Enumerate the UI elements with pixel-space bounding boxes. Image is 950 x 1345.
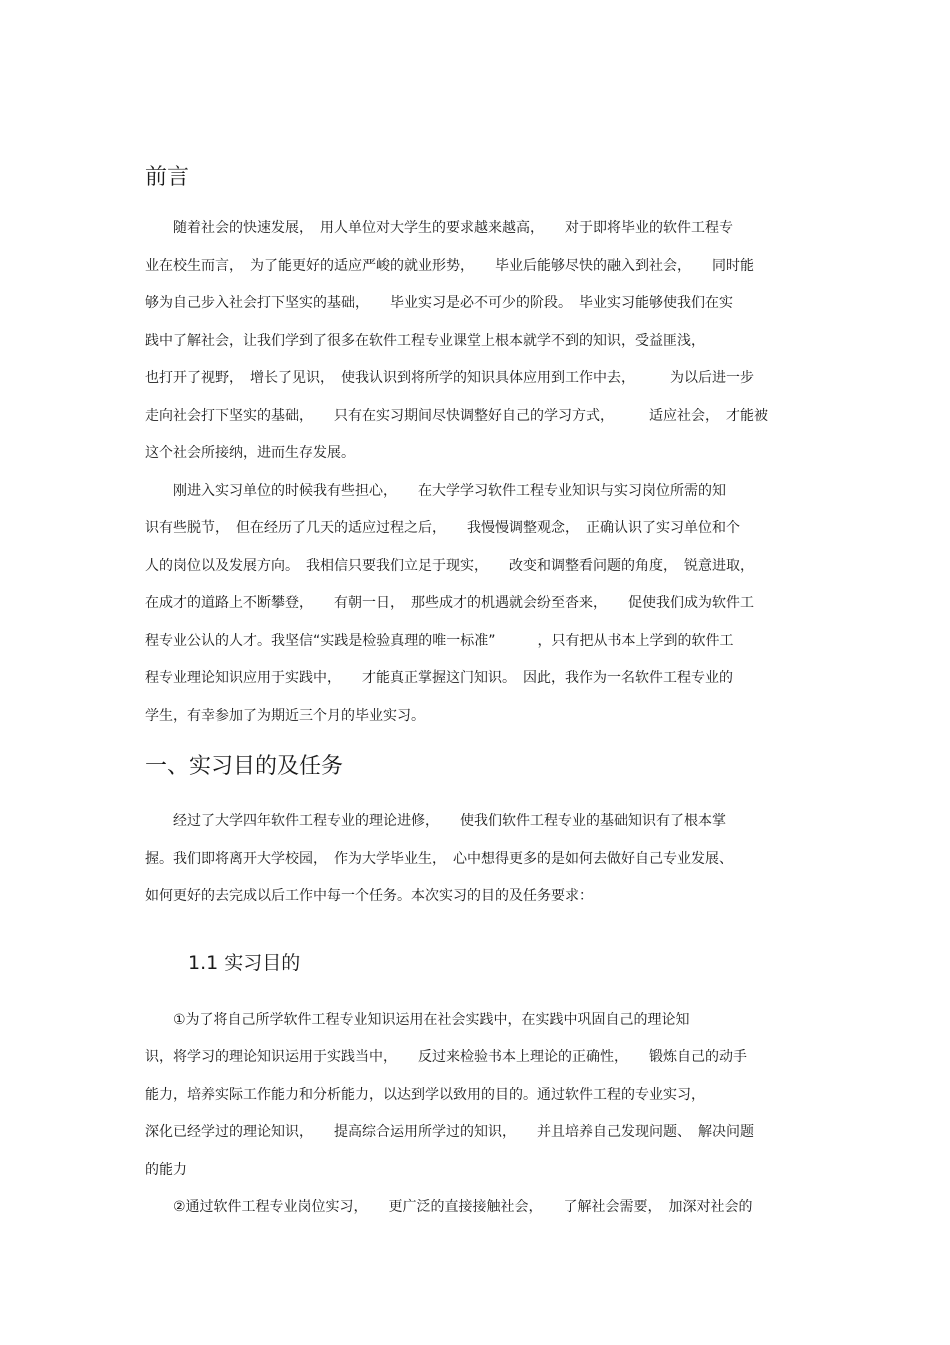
text-line: 握。我们即将离开大学校园， 作为大学毕业生， 心中想得更多的是如何去做好自己专业发展、 bbox=[145, 850, 733, 867]
text-line: 也打开了视野， 增长了见识， 使我认识到将所学的知识具体应用到工作中去， 为以后进一步 bbox=[145, 370, 754, 386]
text-line: 学生，有幸参加了为期近三个月的毕业实习。 bbox=[145, 707, 425, 724]
text-line: 识，将学习的理论知识运用于实践当中， 反过来检验书本上理论的正确性， 锻炼自己的动手 bbox=[145, 1049, 747, 1065]
text-line: ①为了将自己所学软件工程专业知识运用在社会实践中，在实践中巩固自己的理论知 bbox=[145, 1011, 690, 1028]
section-1-intro bbox=[145, 803, 807, 916]
text-line: 程专业公认的人才。我坚信“实践是检验真理的唯一标准” ，只有把从书本上学到的软件工 bbox=[145, 632, 734, 649]
text-line: 识有些脱节， 但在经历了几天的适应过程之后， 我慢慢调整观念， 正确认识了实习单位和个 bbox=[145, 520, 740, 536]
section-1-title: 一、实习目的及任务 bbox=[145, 754, 344, 779]
subsection-1-1-title: 1.1 实习目的 bbox=[188, 951, 301, 974]
document-content bbox=[145, 158, 807, 1227]
text-line: 这个社会所接纳，进而生存发展。 bbox=[145, 445, 355, 461]
text-line: 程专业理论知识应用于实践中， 才能真正掌握这门知识。 因此，我作为一名软件工程专业的 bbox=[145, 670, 733, 686]
text-line: 走向社会打下坚实的基础， 只有在实习期间尽快调整好自己的学习方式， 适应社会， 才能被 bbox=[145, 407, 768, 424]
text-line: 能力，培养实际工作能力和分析能力，以达到学以致用的目的。通过软件工程的专业实习， bbox=[145, 1086, 705, 1103]
text-line: 的能力 bbox=[145, 1161, 187, 1178]
text-line: 刚进入实习单位的时候我有些担心， 在大学学习软件工程专业知识与实习岗位所需的知 bbox=[145, 482, 726, 499]
text-line: 在成才的道路上不断攀登， 有朝一日， 那些成才的机遇就会纷至沓来， 促使我们成为软件工 bbox=[145, 595, 754, 611]
text-line: ②通过软件工程专业岗位实习， 更广泛的直接接触社会， 了解社会需要， 加深对社会的 bbox=[145, 1199, 753, 1215]
text-line: 深化已经学过的理论知识， 提高综合运用所学过的知识， 并且培养自己发现问题、 解决问题 bbox=[145, 1124, 754, 1140]
text-line: 人的岗位以及发展方向。 我相信只要我们立足于现实， 改变和调整看问题的角度， 锐意进取， bbox=[145, 557, 754, 574]
text-line: 经过了大学四年软件工程专业的理论进修， 使我们软件工程专业的基础知识有了根本掌 bbox=[145, 813, 726, 829]
subsection-paragraph-2 bbox=[145, 1189, 807, 1227]
text-line: 业在校生而言， 为了能更好的适应严峻的就业形势， 毕业后能够尽快的融入到社会， 同时能 bbox=[145, 257, 754, 274]
subsection-paragraph-1 bbox=[145, 1002, 807, 1190]
text-line: 够为自己步入社会打下坚实的基础， 毕业实习是必不可少的阶段。 毕业实习能够使我们在实 bbox=[145, 295, 733, 311]
text-line: 践中了解社会，让我们学到了很多在软件工程专业课堂上根本就学不到的知识，受益匪浅， bbox=[145, 332, 705, 349]
preface-paragraph-2 bbox=[145, 473, 807, 736]
text-line: 随着社会的快速发展， 用人单位对大学生的要求越来越高， 对于即将毕业的软件工程专 bbox=[145, 220, 733, 236]
preface-paragraph-1 bbox=[145, 210, 807, 473]
text-line: 如何更好的去完成以后工作中每一个任务。本次实习的目的及任务要求： bbox=[145, 888, 593, 904]
preface-title: 前言 bbox=[145, 165, 190, 190]
